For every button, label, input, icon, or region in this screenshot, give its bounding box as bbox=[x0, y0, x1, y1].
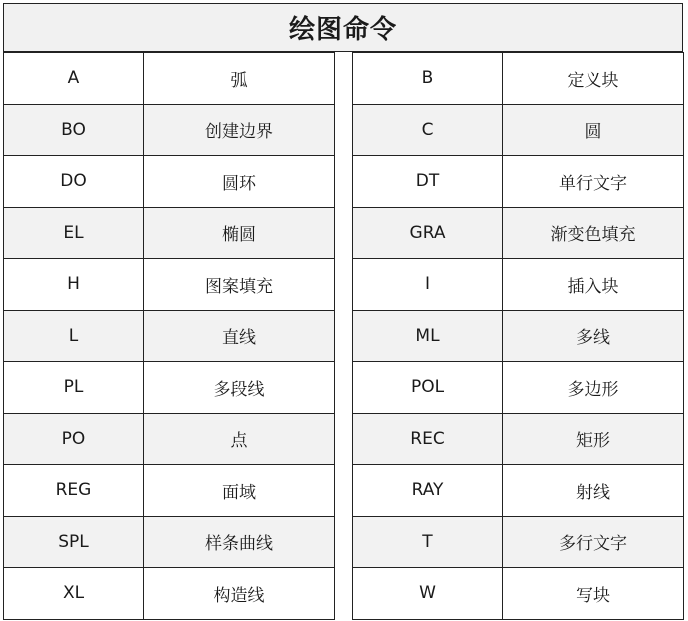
command-name: 图案填充 bbox=[144, 259, 335, 311]
command-shortcut: PL bbox=[4, 362, 144, 414]
command-shortcut: B bbox=[353, 53, 503, 105]
command-shortcut: DO bbox=[4, 156, 144, 208]
table-row bbox=[353, 104, 684, 156]
command-name: 多边形 bbox=[503, 362, 684, 414]
command-shortcut: L bbox=[4, 310, 144, 362]
right-command-table bbox=[352, 52, 684, 620]
table-row bbox=[353, 259, 684, 311]
command-name: 插入块 bbox=[503, 259, 684, 311]
command-name: 多线 bbox=[503, 310, 684, 362]
command-shortcut: REC bbox=[353, 413, 503, 465]
table-row bbox=[4, 53, 335, 105]
command-shortcut: ML bbox=[353, 310, 503, 362]
command-name: 定义块 bbox=[503, 53, 684, 105]
command-name: 弧 bbox=[144, 53, 335, 105]
command-shortcut: PO bbox=[4, 413, 144, 465]
command-shortcut: POL bbox=[353, 362, 503, 414]
command-name: 矩形 bbox=[503, 413, 684, 465]
command-shortcut: I bbox=[353, 259, 503, 311]
command-name: 面域 bbox=[144, 465, 335, 517]
command-shortcut: C bbox=[353, 104, 503, 156]
table-row bbox=[4, 362, 335, 414]
command-name: 写块 bbox=[503, 568, 684, 620]
command-name: 点 bbox=[144, 413, 335, 465]
table-row bbox=[353, 53, 684, 105]
command-shortcut: W bbox=[353, 568, 503, 620]
left-command-table bbox=[3, 52, 335, 620]
sheet-title: 绘图命令 bbox=[3, 3, 683, 52]
command-name: 射线 bbox=[503, 465, 684, 517]
command-shortcut: EL bbox=[4, 207, 144, 259]
command-shortcut: REG bbox=[4, 465, 144, 517]
table-row bbox=[353, 362, 684, 414]
command-shortcut: SPL bbox=[4, 516, 144, 568]
table-row bbox=[353, 413, 684, 465]
table-row bbox=[353, 568, 684, 620]
command-shortcut: DT bbox=[353, 156, 503, 208]
command-name: 多行文字 bbox=[503, 516, 684, 568]
table-row bbox=[353, 465, 684, 517]
table-row bbox=[4, 156, 335, 208]
command-name: 单行文字 bbox=[503, 156, 684, 208]
table-row bbox=[353, 516, 684, 568]
command-name: 椭圆 bbox=[144, 207, 335, 259]
command-shortcut: A bbox=[4, 53, 144, 105]
command-name: 构造线 bbox=[144, 568, 335, 620]
command-name: 直线 bbox=[144, 310, 335, 362]
command-shortcut: T bbox=[353, 516, 503, 568]
table-row bbox=[353, 310, 684, 362]
command-shortcut: GRA bbox=[353, 207, 503, 259]
command-name: 多段线 bbox=[144, 362, 335, 414]
table-row bbox=[4, 259, 335, 311]
command-name: 渐变色填充 bbox=[503, 207, 684, 259]
table-row bbox=[4, 310, 335, 362]
table-row bbox=[4, 516, 335, 568]
command-shortcut: H bbox=[4, 259, 144, 311]
table-row bbox=[4, 465, 335, 517]
command-name: 圆 bbox=[503, 104, 684, 156]
command-name: 创建边界 bbox=[144, 104, 335, 156]
table-row bbox=[4, 104, 335, 156]
command-shortcut: RAY bbox=[353, 465, 503, 517]
table-row bbox=[4, 207, 335, 259]
command-shortcut: BO bbox=[4, 104, 144, 156]
table-row bbox=[353, 156, 684, 208]
command-name: 圆环 bbox=[144, 156, 335, 208]
command-name: 样条曲线 bbox=[144, 516, 335, 568]
table-row bbox=[4, 413, 335, 465]
table-row bbox=[353, 207, 684, 259]
command-shortcut: XL bbox=[4, 568, 144, 620]
table-row bbox=[4, 568, 335, 620]
